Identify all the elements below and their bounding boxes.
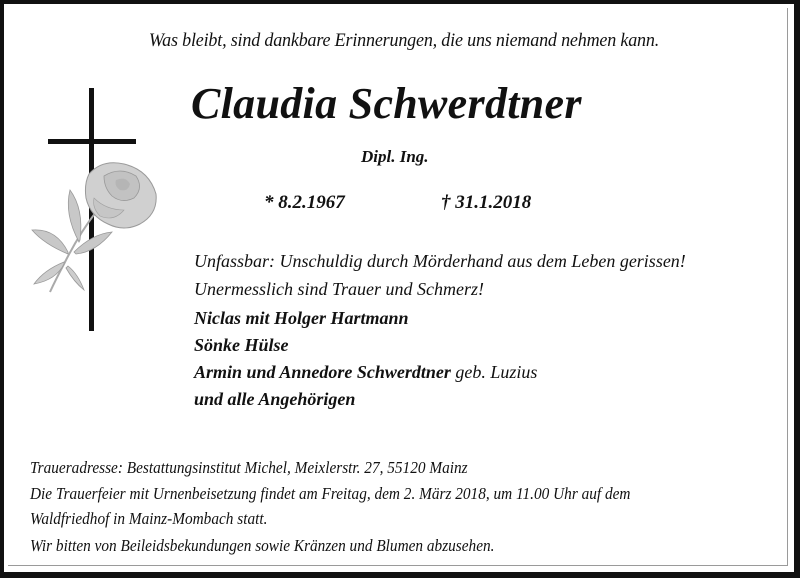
mourner-name: Sönke Hülse <box>194 335 289 355</box>
death-date: † 31.1.2018 <box>441 192 532 213</box>
ceremony-info-cont: Waldfriedhof in Mainz-Mombach statt. <box>30 509 268 528</box>
mourner-line <box>194 362 537 383</box>
deceased-name: Claudia Schwerdtner <box>191 79 582 128</box>
mourner-name: Armin und Annedore Schwerdtner <box>194 362 451 382</box>
birth-date: * 8.2.1967 <box>264 192 345 213</box>
motto-quote: Was bleibt, sind dankbare Erinnerungen, die uns niemand nehmen kann. <box>148 30 660 51</box>
maiden-name: geb. Luzius <box>450 362 538 382</box>
mourner-line <box>194 335 289 356</box>
condolence-request: Wir bitten von Beileidsbekundungen sowie Kränzen und Blumen abzusehen. <box>30 536 495 555</box>
message-line: Unermesslich sind Trauer und Schmerz! <box>194 279 484 299</box>
mourner-name: und alle Angehörigen <box>194 389 356 409</box>
mourner-line <box>194 389 355 410</box>
message-line: Unfassbar: Unschuldig durch Mörderhand aus dem Leben gerissen! <box>194 251 686 271</box>
rose-icon <box>24 154 164 294</box>
academic-title: Dipl. Ing. <box>361 147 429 166</box>
mourner-line <box>194 308 409 329</box>
mourner-name: Niclas mit Holger Hartmann <box>194 308 409 328</box>
ceremony-info: Die Trauerfeier mit Urnenbeisetzung findet am Freitag, dem 2. März 2018, um 11.00 Uhr auf dem <box>30 484 631 503</box>
funeral-address: Traueradresse: Bestattungsinstitut Michel, Meixlerstr. 27, 55120 Mainz <box>30 458 468 477</box>
cross-bar <box>48 139 136 144</box>
